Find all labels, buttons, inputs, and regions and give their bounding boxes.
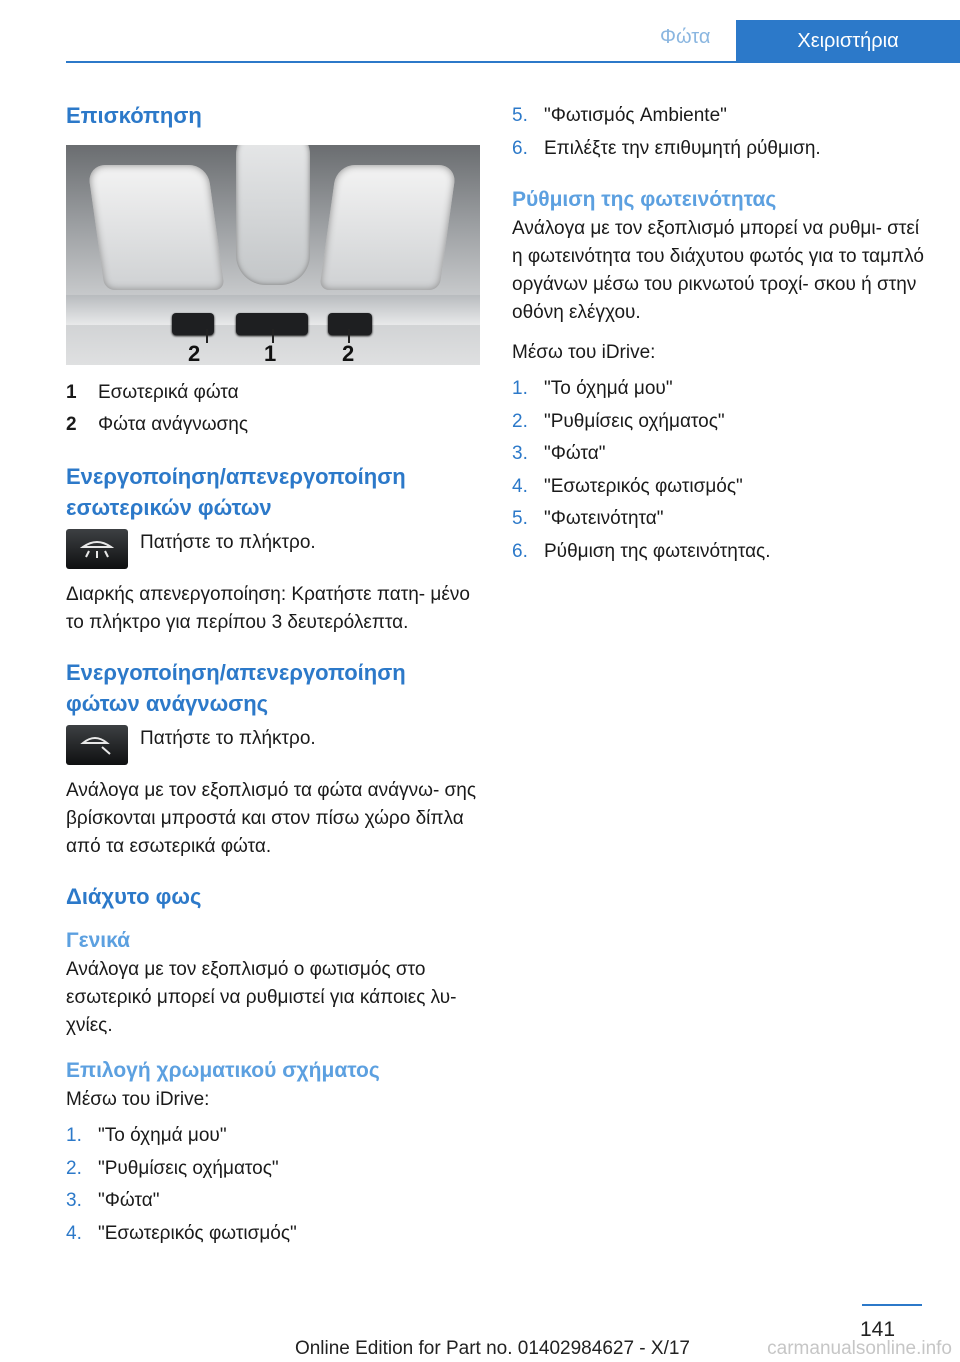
- section-title: Ενεργοποίηση/απενεργοποίηση εσωτερικών φώτων: [66, 464, 406, 520]
- header-rule: [66, 61, 960, 63]
- edition-text: Online Edition for Part no. 01402984627 - X/17: [294, 1338, 690, 1359]
- step-number: 4.: [66, 1222, 82, 1244]
- step-text: "Φώτα": [544, 443, 606, 464]
- press-text: Πατήστε το πλήκτρο.: [140, 532, 316, 553]
- press-text: Πατήστε το πλήκτρο.: [140, 728, 316, 749]
- list-item: [512, 100, 924, 133]
- legend-text: Εσωτερικά φώτα: [98, 382, 239, 403]
- step-text: "Φώτα": [98, 1190, 160, 1211]
- step-text: "Εσωτερικός φωτισμός": [98, 1222, 297, 1244]
- list-item: [66, 1218, 480, 1251]
- reading-light-icon: [66, 725, 128, 765]
- center-housing: [236, 145, 310, 285]
- legend-row: [66, 409, 480, 441]
- list-item: [512, 471, 924, 504]
- callout-line: [206, 329, 208, 343]
- step-number: 6.: [512, 137, 528, 159]
- step-text: Ρύθμιση της φωτεινότητας.: [544, 540, 771, 562]
- step-number: 6.: [512, 540, 528, 562]
- step-number: 1.: [512, 378, 528, 399]
- right-lens: [319, 165, 457, 290]
- step-number: 3.: [512, 443, 528, 464]
- step-text: "Εσωτερικός φωτισμός": [544, 475, 743, 497]
- press-instruction: [66, 529, 480, 569]
- overhead-console-photo: [66, 145, 480, 365]
- left-lens: [87, 165, 225, 290]
- step-number: 2.: [66, 1157, 82, 1179]
- watermark: carmanualsonline.info: [767, 1338, 952, 1359]
- callout-label: 2: [188, 341, 201, 365]
- step-text: "Το όχημά μου": [98, 1125, 227, 1146]
- section-title: Ενεργοποίηση/απενεργοποίηση φώτων ανάγνωσης: [66, 660, 406, 716]
- page-footer: [0, 1318, 960, 1362]
- step-text: "Φωτισμός Ambiente": [544, 105, 727, 126]
- list-item: [66, 1120, 480, 1153]
- step-text: "Το όχημά μου": [544, 378, 673, 399]
- step-number: 2.: [512, 410, 528, 432]
- paragraph: Διαρκής απενεργοποίηση: Κρατήστε πατη‐ μένο το πλήκτρο για περίπου 3 δευτερόλεπτα.: [66, 584, 470, 633]
- legend-key: 1: [66, 382, 77, 403]
- left-column: [66, 100, 480, 1250]
- list-item: [512, 373, 924, 406]
- right-column: [512, 100, 924, 568]
- press-instruction: [66, 725, 480, 765]
- paragraph: Ανάλογα με τον εξοπλισμό ο φωτισμός στο εσωτερικό μπορεί να ρυθμιστεί για κάποιες λυ‐ χνίες.: [66, 959, 457, 1036]
- step-number: 1.: [66, 1125, 82, 1146]
- subsection-title: Ρύθμιση της φωτεινότητας: [512, 188, 777, 211]
- step-text: "Ρυθμίσεις οχήματος": [544, 410, 725, 432]
- legend-key: 2: [66, 414, 77, 435]
- paragraph: Ανάλογα με τον εξοπλισμό μπορεί να ρυθμι‐ στεί η φωτεινότητα του διάχυτου φωτός για το ταμπλό οργάνων μέσω του ρικνωτού τροχί‐ σκου ή στην οθόνη ελέγχου.: [512, 218, 924, 323]
- section-title: Διάχυτο φως: [66, 884, 202, 909]
- breadcrumb: Φώτα: [660, 26, 711, 48]
- list-item: [512, 406, 924, 439]
- page-number-rule: [862, 1304, 922, 1306]
- step-number: 3.: [66, 1190, 82, 1211]
- step-list: [512, 373, 924, 568]
- step-number: 5.: [512, 508, 528, 529]
- step-number: 5.: [512, 105, 528, 126]
- step-text: Επιλέξτε την επιθυμητή ρύθμιση.: [544, 137, 821, 159]
- paragraph: Ανάλογα με τον εξοπλισμό τα φώτα ανάγνω‐ σης βρίσκονται μπροστά και στον πίσω χώρο δίπλα από τα εσωτερικά φώτα.: [66, 780, 476, 857]
- section-tab[interactable]: Χειριστήρια: [736, 20, 960, 62]
- legend-text: Φώτα ανάγνωσης: [98, 414, 248, 435]
- reading-light-button-right: [328, 313, 372, 335]
- subsection-title: Επιλογή χρωματικού σχήματος: [66, 1059, 380, 1082]
- step-list: [512, 100, 924, 165]
- callout-label: 1: [264, 341, 277, 365]
- interior-light-icon: [66, 529, 128, 569]
- list-item: [512, 503, 924, 536]
- step-text: "Φωτεινότητα": [544, 508, 664, 529]
- step-number: 4.: [512, 475, 528, 497]
- overview-title: Επισκόπηση: [66, 103, 202, 128]
- list-item: [512, 133, 924, 166]
- page-number: 141: [860, 1318, 896, 1341]
- list-item: [66, 1185, 480, 1218]
- callout-label: 2: [342, 341, 355, 365]
- list-item: [512, 536, 924, 569]
- page-header: [0, 0, 960, 62]
- list-item: [66, 1153, 480, 1186]
- step-text: "Ρυθμίσεις οχήματος": [98, 1157, 279, 1179]
- step-list: [66, 1120, 480, 1250]
- paragraph: Μέσω του iDrive:: [66, 1089, 210, 1110]
- paragraph: Μέσω του iDrive:: [512, 342, 656, 363]
- photo-legend: [66, 377, 480, 441]
- legend-row: [66, 377, 480, 409]
- list-item: [512, 438, 924, 471]
- subsection-title: Γενικά: [66, 929, 131, 952]
